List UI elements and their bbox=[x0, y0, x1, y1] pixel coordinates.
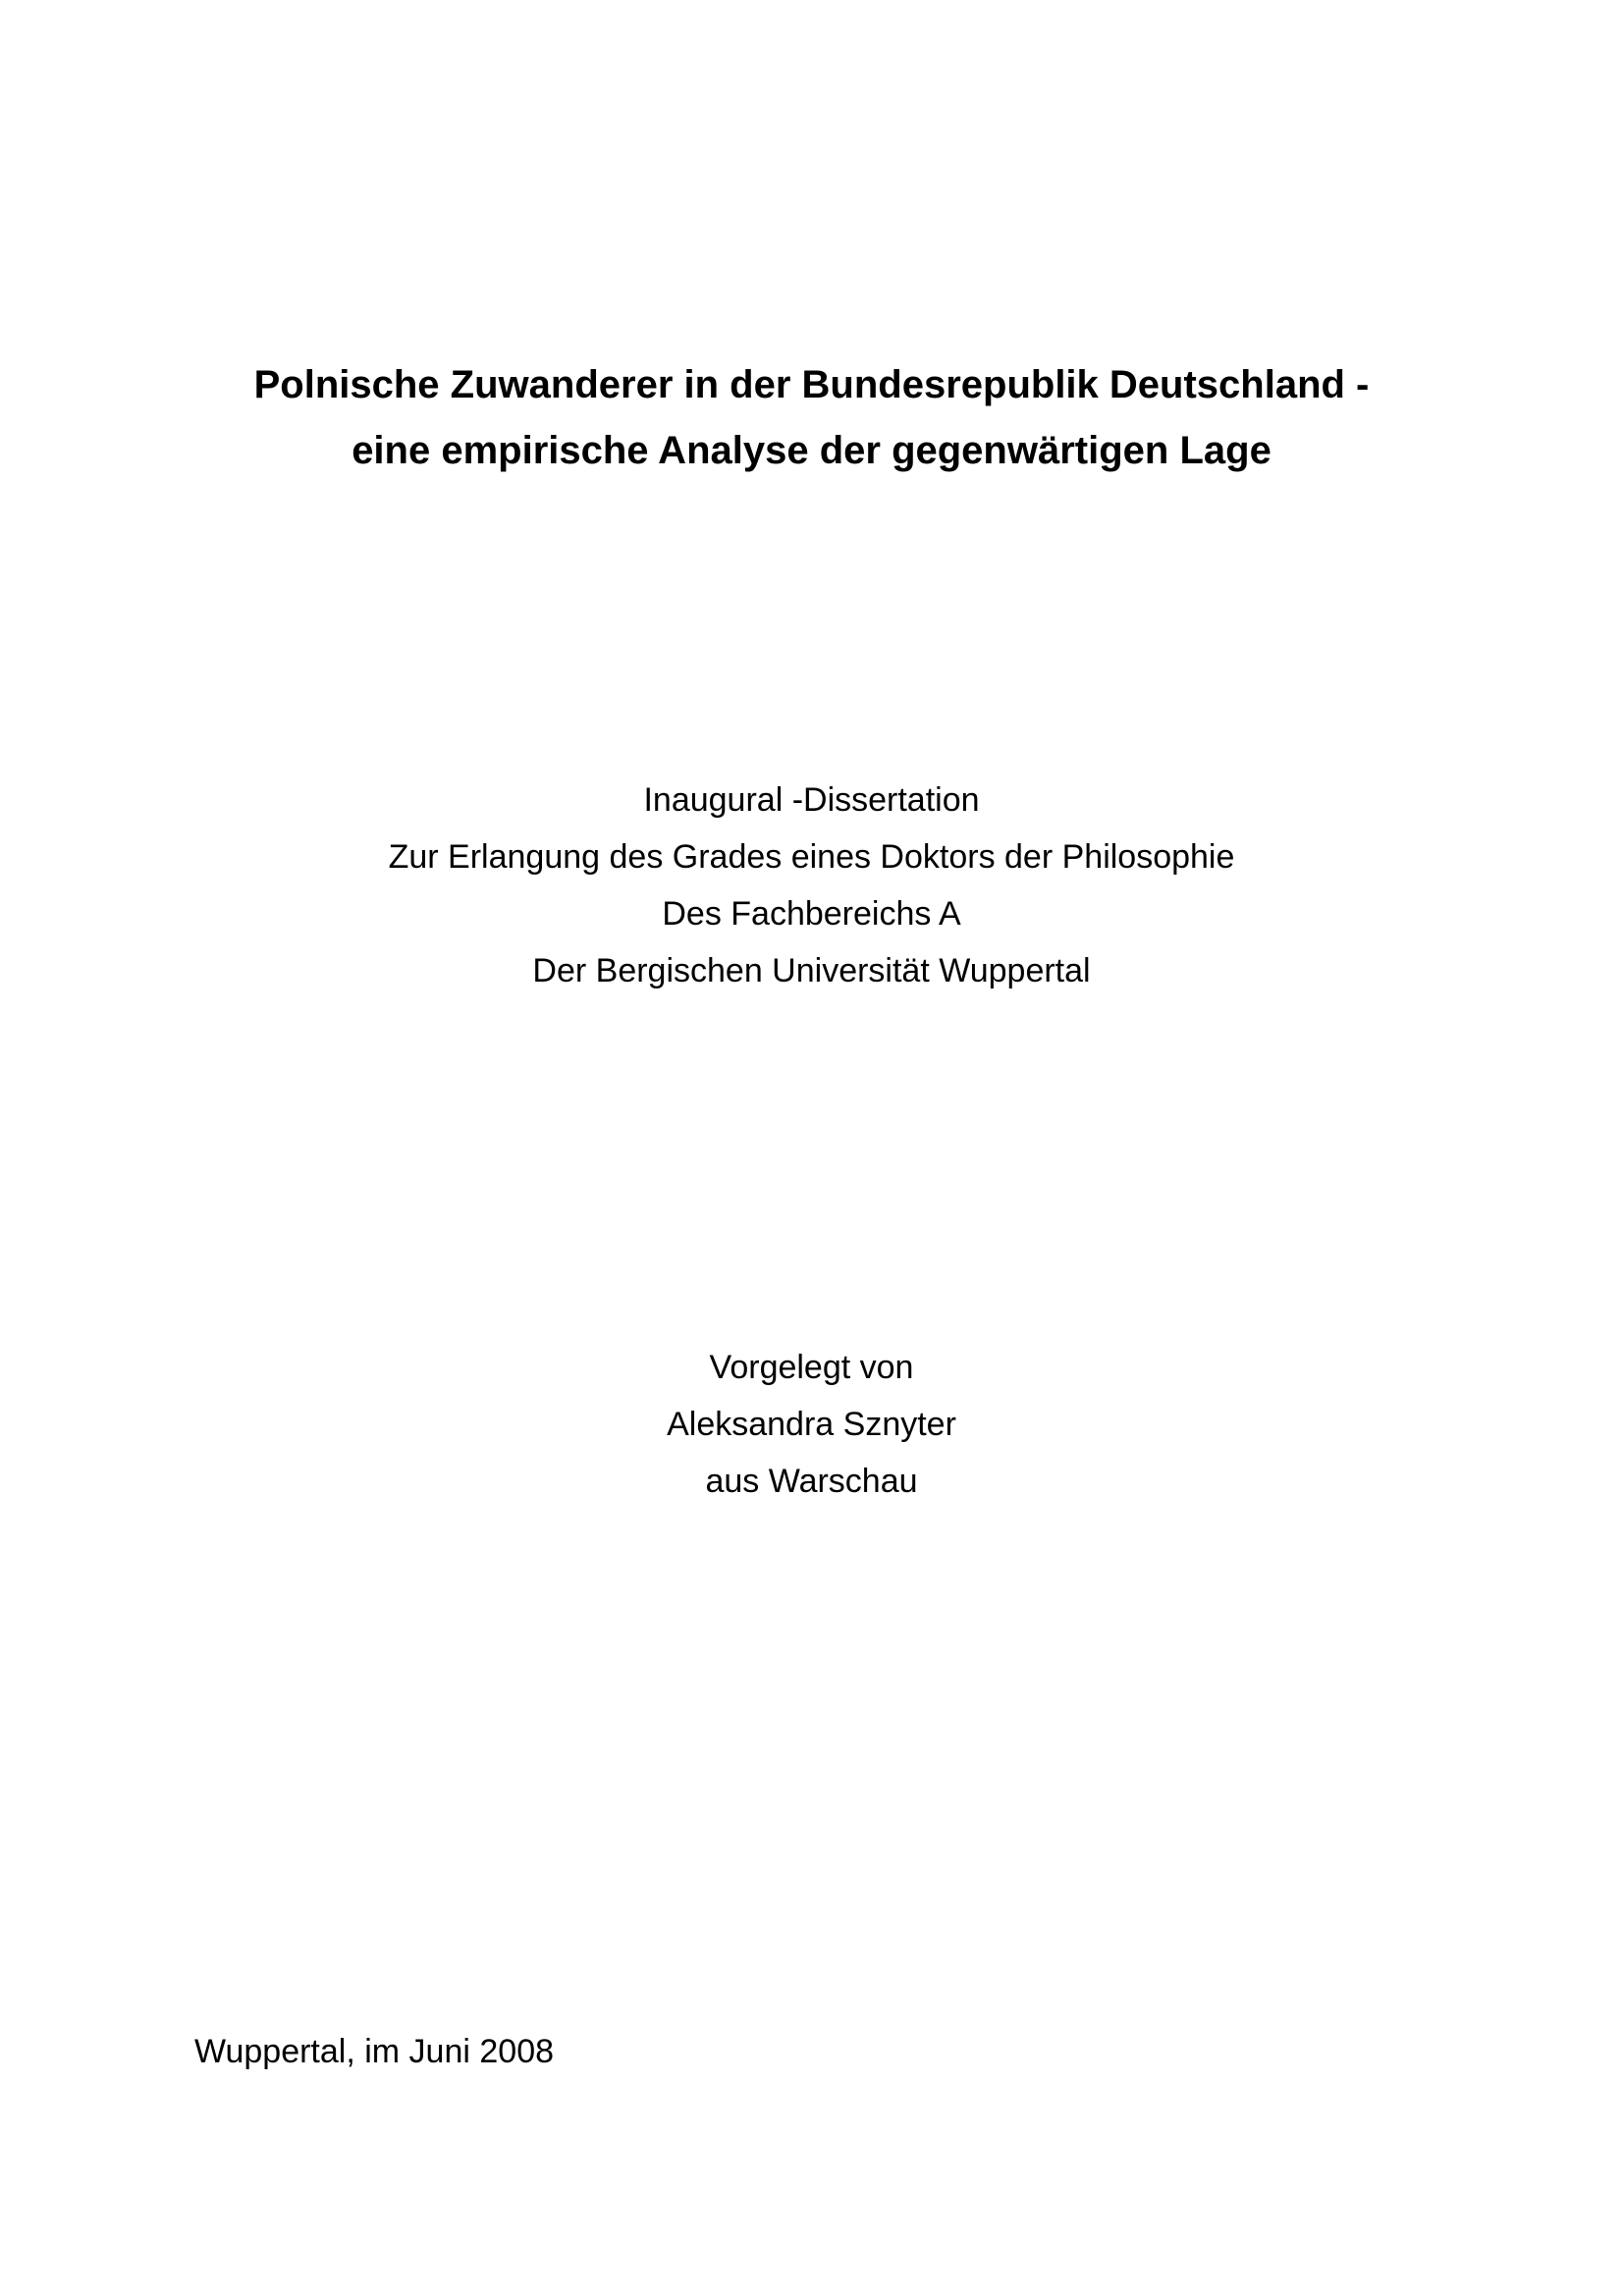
university: Der Bergischen Universität Wuppertal bbox=[532, 952, 1091, 989]
degree-purpose: Zur Erlangung des Grades eines Doktors der Philosophie bbox=[388, 838, 1235, 876]
author-name: Aleksandra Sznyter bbox=[667, 1406, 956, 1443]
thesis-title-line-1: Polnische Zuwanderer in der Bundesrepublik Deutschland - bbox=[253, 363, 1370, 406]
submitted-by-label: Vorgelegt von bbox=[709, 1349, 914, 1386]
faculty: Des Fachbereichs A bbox=[662, 895, 961, 933]
author-origin: aus Warschau bbox=[705, 1463, 918, 1500]
dissertation-type: Inaugural -Dissertation bbox=[643, 781, 980, 819]
place-and-date: Wuppertal, im Juni 2008 bbox=[194, 2033, 555, 2070]
thesis-title-line-2: eine empirische Analyse der gegenwärtigen Lage bbox=[352, 429, 1271, 472]
